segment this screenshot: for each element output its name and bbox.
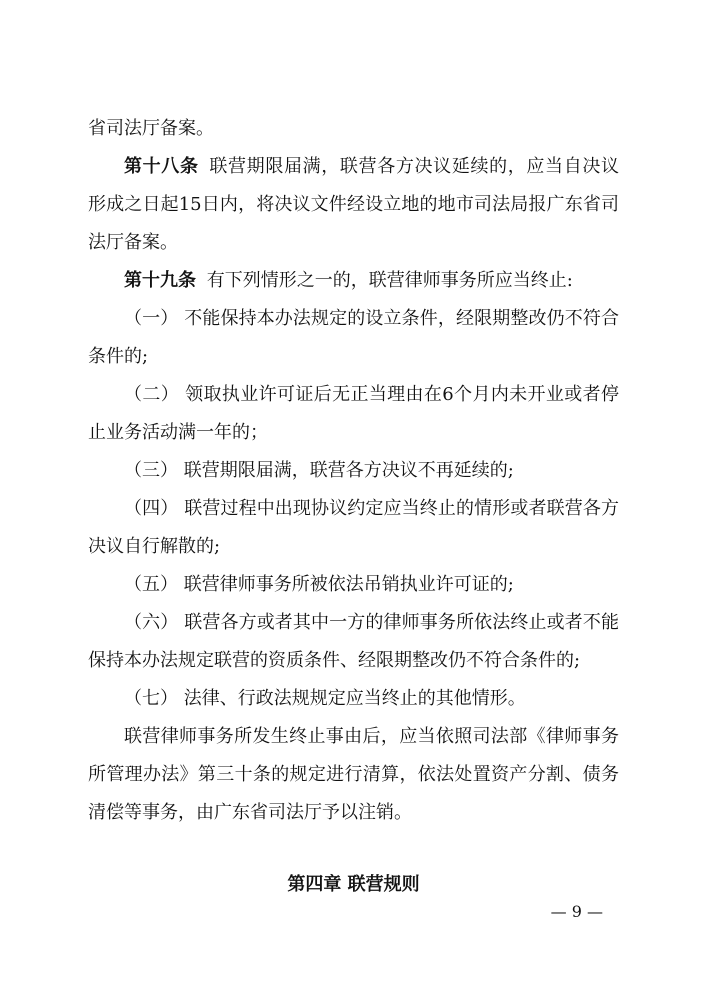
list-item: （六） 联营各方或者其中一方的律师事务所依法终止或者不能保持本办法规定联营的资质条件、经限期整改仍不符合条件的; <box>88 612 619 671</box>
list-item: （二） 领取执业许可证后无正当理由在6个月内未开业或者停止业务活动满一年的； <box>88 384 619 443</box>
list-item: （七） 法律、行政法规规定应当终止的其他情形。 <box>124 688 526 709</box>
article-19 <box>88 262 619 300</box>
article-18-text: 联营期限届满，联营各方决议延续的，应当自决议形成之日起15日内，将决议文件经设立地的地市司法局报广东省司法厅备案。 <box>88 156 619 253</box>
list-item: （一） 不能保持本办法规定的设立条件，经限期整改仍不符合条件的; <box>88 308 619 367</box>
closing-paragraph: 联营律师事务所发生终止事由后，应当依照司法部《律师事务所管理办法》第三十条的规定进行清算，依法处置资产分割、债务清偿等事务，由广东省司法厅予以注销。 <box>88 726 619 823</box>
article-19-number: 第十九条 <box>124 270 196 291</box>
article-18 <box>88 148 619 262</box>
article-18-number: 第十八条 <box>124 156 199 177</box>
list-item: （四） 联营过程中出现协议约定应当终止的情形或者联营各方决议自行解散的; <box>88 498 619 557</box>
chapter-heading: 第四章 联营规则 <box>287 874 420 895</box>
list-item: （五） 联营律师事务所被依法吊销执业许可证的; <box>124 574 514 595</box>
article-19-text: 有下列情形之一的，联营律师事务所应当终止: <box>206 270 573 291</box>
list-item: （三） 联营期限届满，联营各方决议不再延续的; <box>124 460 514 481</box>
page-number: — 9 — <box>550 902 603 921</box>
continuation-text: 省司法厅备案。 <box>88 118 214 139</box>
